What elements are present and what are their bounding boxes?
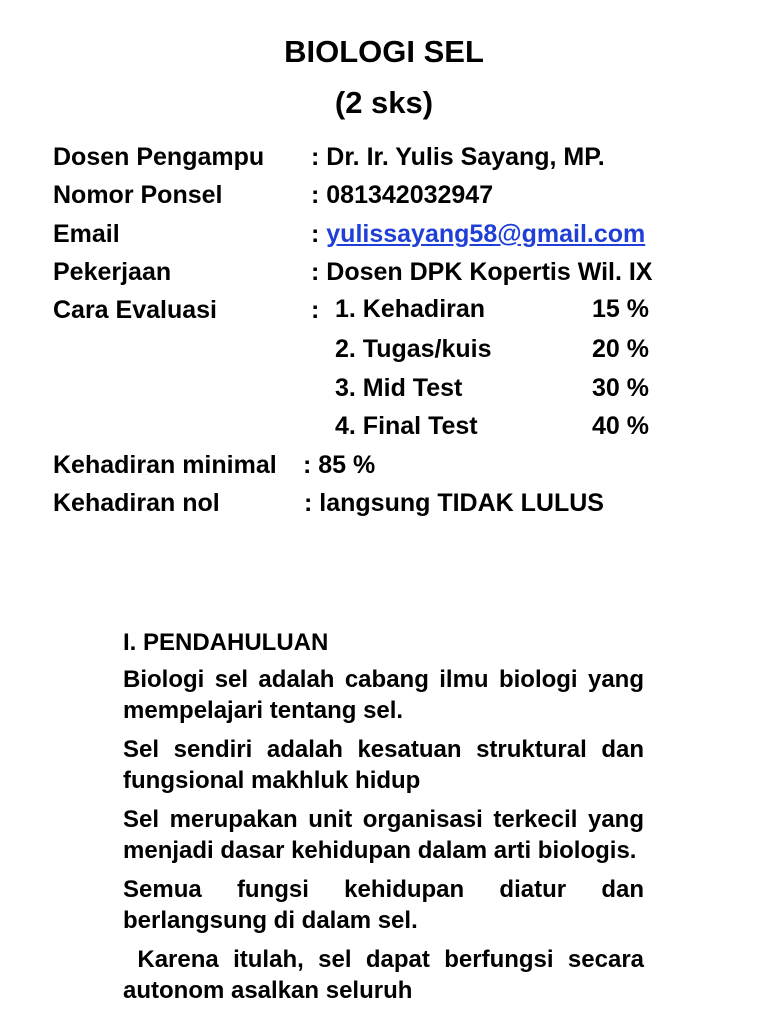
info-value: : — [311, 296, 320, 324]
title-line-2: (2 sks) — [334, 85, 434, 120]
info-label: Pekerjaan — [53, 258, 172, 286]
info-label: Cara Evaluasi — [53, 296, 217, 324]
evaluation-item — [335, 330, 649, 369]
attendance-value: : langsung TIDAK LULUS — [304, 489, 604, 517]
evaluation-item-name: 1. Kehadiran — [335, 295, 486, 323]
evaluation-item-percent: 15 % — [592, 295, 649, 323]
evaluation-item — [335, 290, 649, 329]
info-label: Nomor Ponsel — [53, 181, 223, 209]
section-paragraph: Semua fungsi kehidupan diatur dan berlangsung di dalam sel. — [123, 876, 644, 934]
evaluation-item — [335, 407, 649, 446]
evaluation-item-percent: 20 % — [592, 335, 649, 363]
attendance-label: Kehadiran nol — [53, 489, 220, 517]
attendance-label: Kehadiran minimal — [53, 451, 277, 479]
title-line-1: BIOLOGI SEL — [284, 34, 484, 69]
evaluation-item — [335, 369, 649, 408]
evaluation-item-percent: 40 % — [592, 412, 649, 440]
evaluation-item-name: 2. Tugas/kuis — [335, 335, 492, 363]
evaluation-item-name: 3. Mid Test — [335, 374, 463, 402]
info-label: Email — [53, 220, 120, 248]
introduction-section — [123, 628, 651, 1014]
section-paragraph: Sel merupakan unit organisasi terkecil yang menjadi dasar kehidupan dalam arti biologis. — [123, 806, 644, 864]
attendance-value: : 85 % — [303, 451, 376, 479]
evaluation-item-name: 4. Final Test — [335, 412, 478, 440]
email-link[interactable]: yulissayang58@gmail.com — [326, 220, 646, 248]
info-value: : Dr. Ir. Yulis Sayang, MP. — [311, 143, 605, 171]
info-value: : Dosen DPK Kopertis Wil. IX — [311, 258, 653, 286]
info-value: : 081342032947 — [311, 181, 494, 209]
section-paragraph: Sel sendiri adalah kesatuan struktural dan fungsional makhluk hidup — [123, 736, 644, 794]
section-paragraph: Biologi sel adalah cabang ilmu biologi yang mempelajari tentang sel. — [123, 666, 644, 724]
section-heading: I. PENDAHULUAN — [123, 629, 329, 656]
section-paragraph: Karena itulah, sel dapat berfungsi secara autonom asalkan seluruh — [123, 946, 651, 1004]
evaluation-item-percent: 30 % — [592, 374, 649, 402]
info-value-prefix: : — [311, 220, 327, 248]
info-label: Dosen Pengampu — [53, 143, 265, 171]
